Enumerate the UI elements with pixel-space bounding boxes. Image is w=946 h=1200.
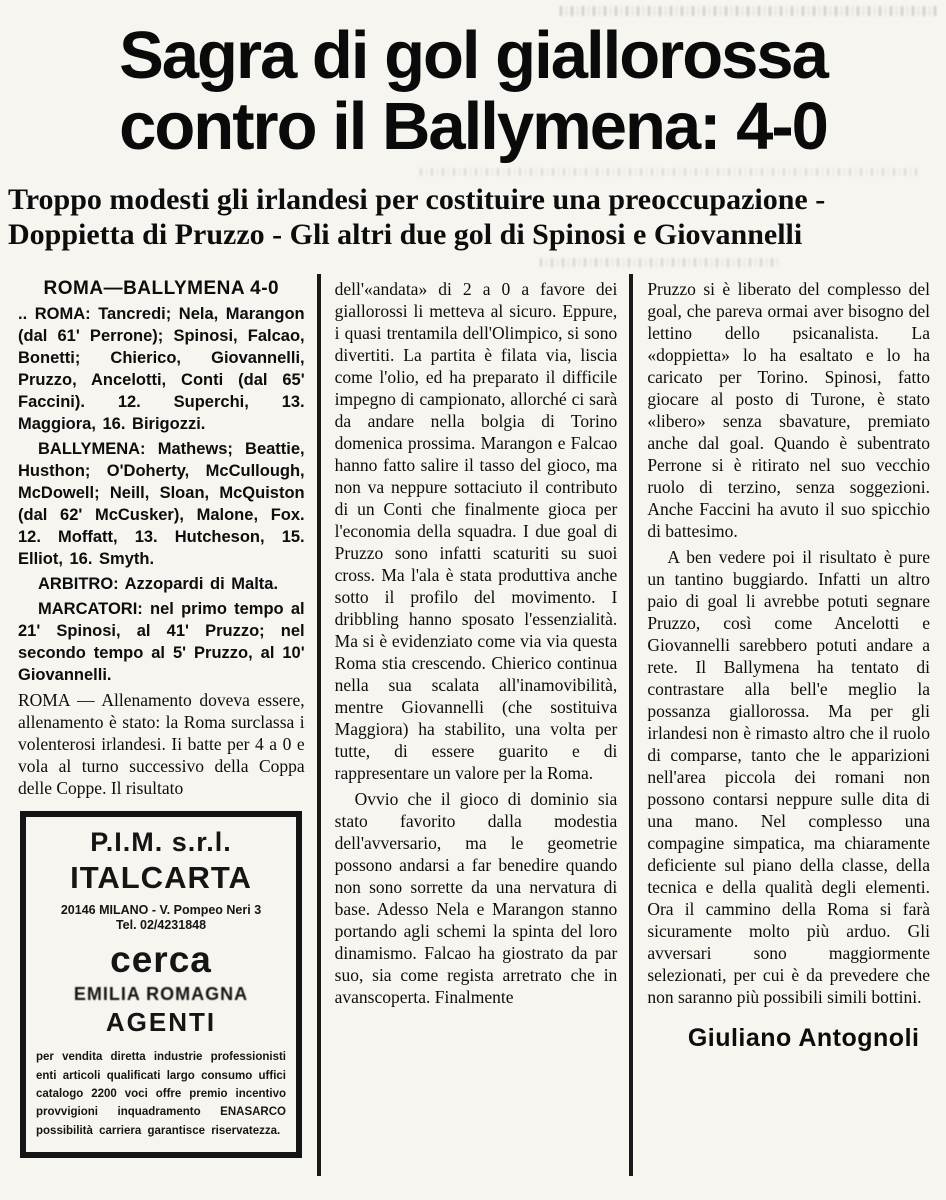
ballymena-lineup: BALLYMENA: Mathews; Beattie, Husthon; O'Doherty, McCullough, McDowell; Neill, Sloan, McQuiston (dal 62' McCusker), Malone, Fox. 12. Moffatt, 13. Hutcheson, 15. Elliot, 16. Smyth. [18, 440, 305, 569]
headline [0, 0, 946, 165]
scorers-line: MARCATORI: nel primo tempo al 21' Spinosi, al 41' Pruzzo; nel secondo tempo al 5' Pruzzo, al 10' Giovannelli. [18, 600, 305, 685]
article-paragraph: dell'«andata» di 2 a 0 a favore dei giallorossi li metteva al sicuro. Eppure, i quasi trentamila dell'Olimpico, si sono divertiti. La partita è filata via, liscia come l'olio, ed ha preparato il difficile impegno di campionato, allorché ci sarà da andare nella bolgia di Torino domenica prossima. Marangon e Falcao hanno fatto salire il tasso del gioco, ma non va neppure sottaciuto il contributo di un Conti che finalmente gioca per l'economia della squadra. I due goal di Pruzzo sono infatti scaturiti su suoi cross. Ma l'ala è stata produttiva anche sotto il profilo del movimento. I dribbling hanno sposato l'essenzialità. Ma si è evidenziato come via via questa Roma stia crescendo. Chierico continua nella sua scalata all'inamovibilità, mentre Giovannelli (che sostituiva Maggiora) ha stabilito, una volta per tutte, di essere guarito e di rappresentare un valore per la Roma. [334, 279, 618, 784]
byline: Giuliano Antognoli [687, 1024, 920, 1053]
article-paragraph: Pruzzo si è liberato del complesso del goal, che pareva ormai aver bisogno del lettino dello psicanalista. La «doppietta» lo ha esaltato e lo ha caricato per Torino. Spinosi, fatto giocare al posto di Turone, è stato «libero» senza sbavature, premiato anche dal goal. Quando è subentrato Perrone si è ritirato nel suo vecchio ruolo di terzino, senza soggezioni. Anche Faccini ha avuto il suo spicchio di battesimo. [647, 279, 930, 542]
column-middle [317, 274, 630, 1176]
ad-brand-name: ITALCARTA [70, 860, 252, 896]
article-paragraph: A ben vedere poi il risultato è pure un tantino buggiardo. Infatti un altro paio di goal li avrebbe potuti segnare Pruzzo, così come Ancelotti e Giovannelli sarebbero potuti andare a rete. Il Ballymena ha tentato di contrastare alla bell'e meglio la possanza giallorossa. Ma per gli irlandesi non è rimasto altro che il ruolo di comparse, tanto che le apparizioni nell'area piccola dei romani non possono contarsi neppure sulle dita di una mano. Nel complesso una compagine simpatica, ma chiaramente deficiente sul piano della classe, della tecnica e della qualità degli elementi. Ora il cammino della Roma si farà sicuramente molto più arduo. Gli avversari sono maggiormente selezionati, per cui è da prevedere che non saranno più possibili simili bottini. [647, 547, 930, 1008]
article-paragraph: Ovvio che il gioco di dominio sia stato favorito dalla modestia dell'avversario, ma le geometrie possono andarsi a far benedire quando non sono sorrette da una nervatura di base. Adesso Nela e Marangon stanno portando agli schemi la spinta del loro dinamismo. Falcao ha giostrato da par suo, sia come regista arretrato che in avanscoperta. Finalmente [334, 789, 618, 1008]
scan-noise [420, 168, 920, 176]
subheadline: Troppo modesti gli irlandesi per costituire una preoccupazione - Doppietta di Pruzzo - Gli altri due gol di Spinosi e Giovannelli [8, 183, 826, 252]
roma-lineup: .. ROMA: Tancredi; Nela, Marangon (dal 61' Perrone); Spinosi, Falcao, Bonetti; Chierico, Giovannelli, Pruzzo, Ancelotti, Conti (dal 65' Faccini). 12. Superchi, 13. Maggiora, 16. Birigozzi. [18, 305, 305, 434]
ad-seeks-label: cerca [110, 939, 212, 981]
ad-region: EMILIA ROMAGNA [73, 984, 249, 1005]
ad-phone: Tel. 02/4231848 [115, 918, 207, 933]
article-columns [0, 274, 946, 1176]
ad-position: AGENTI [105, 1007, 217, 1038]
ad-address: 20146 MILANO - V. Pompeo Neri 3 [60, 903, 262, 918]
ad-details: per vendita diretta industrie professionisti enti articoli qualificati largo consumo uffici catalogo 2200 voci offre premio incentivo provvigioni inquadramento ENASARCO possibilità carriera garantisce riservatezza. [36, 1051, 286, 1137]
referee-line: ARBITRO: Azzopardi di Malta. [38, 575, 279, 594]
headline-line-1: Sagra di gol giallorossa [119, 18, 827, 93]
article-paragraph: ROMA — Allenamento doveva essere, allenamento è stato: la Roma surclassa i volenterosi irlandesi. Ii batte per 4 a 0 e vola al turno successivo della Coppa delle Coppe. Il risultato [18, 690, 305, 799]
match-title: ROMA—BALLYMENA 4-0 [43, 278, 280, 300]
headline-line-2: contro il Ballymena: 4-0 [119, 89, 827, 165]
ad-company-name: P.I.M. s.r.l. [90, 827, 232, 858]
scan-noise [540, 258, 780, 267]
column-left [4, 274, 317, 1176]
column-right [629, 274, 942, 1176]
advertisement-box [20, 811, 302, 1158]
